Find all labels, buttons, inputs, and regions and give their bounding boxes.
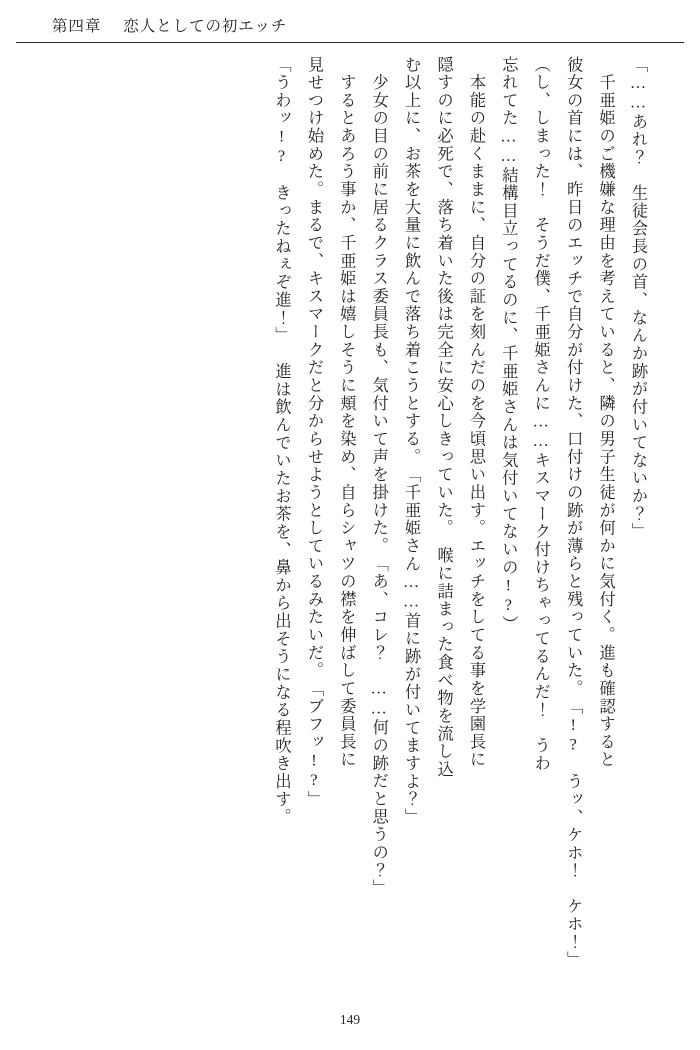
body-paragraph: 忘れてた……結構目立ってるのに、千亜姫さんは気付いてないの!?） <box>499 56 518 634</box>
body-paragraph: 「あ、コレ？ ……何の跡だと思うの？」 <box>369 554 388 898</box>
chapter-number: 第四章 <box>52 18 102 35</box>
body-paragraph: 「うわッ!? きったねぇぞ進！」 <box>272 56 291 345</box>
body-paragraph: 「!? うッ、ケホ！ ケホ！」 <box>564 697 583 969</box>
body-paragraph: するとあろう事か、千亜姫は嬉しそうに頬を染め、自らシャツの襟を伸ばして委員長に <box>337 56 356 769</box>
header-divider <box>16 42 684 43</box>
page-header <box>52 14 648 44</box>
body-paragraph: 見せつけ始めた。まるで、キスマークだと分からせようとしているみたいだ。 <box>304 56 323 680</box>
body-paragraph: （し、しまった！ そうだ僕、千亜姫さんに……キスマーク付けちゃってるんだ！ うわ <box>531 56 550 773</box>
body-paragraph: 彼女の首には、昨日のエッチで自分が付けた、口付けの跡が薄らと残っていた。 <box>564 56 583 698</box>
body-paragraph: 少女の目の前に居るクラス委員長も、気付いて声を掛けた。 <box>369 56 388 555</box>
body-paragraph: 千亜姫のご機嫌な理由を考えていると、隣の男子生徒が何かに気付く。進も確認すると <box>596 56 615 769</box>
vertical-text-block <box>265 56 654 986</box>
body-paragraph: 「千亜姫さん……首に跡が付いてますよ？」 <box>402 465 421 826</box>
body-paragraph: 「ブフッ!?」 <box>304 679 323 809</box>
chapter-title: 恋人としての初エッチ <box>123 18 288 35</box>
body-paragraph: 進は飲んでいたお茶を、鼻から出そうになる程吹き出す。 <box>272 344 291 826</box>
body-paragraph: む以上に、お茶を大量に飲んで落ち着こうとする。 <box>402 56 421 466</box>
body-paragraph: 隠すのに必死で、落ち着いた後は完全に安心しきっていた。 喉に詰まった食べ物を流し込 <box>434 56 453 779</box>
body-paragraph: 「……あれ？ 生徒会長の首、なんか跡が付いてないか？」 <box>629 56 647 541</box>
body-paragraph: 本能の赴くままに、自分の証を刻んだのを今頃思い出す。エッチをしてる事を学園長に <box>466 56 485 769</box>
body-text-area <box>46 56 654 988</box>
page-number: 149 <box>339 1012 361 1027</box>
